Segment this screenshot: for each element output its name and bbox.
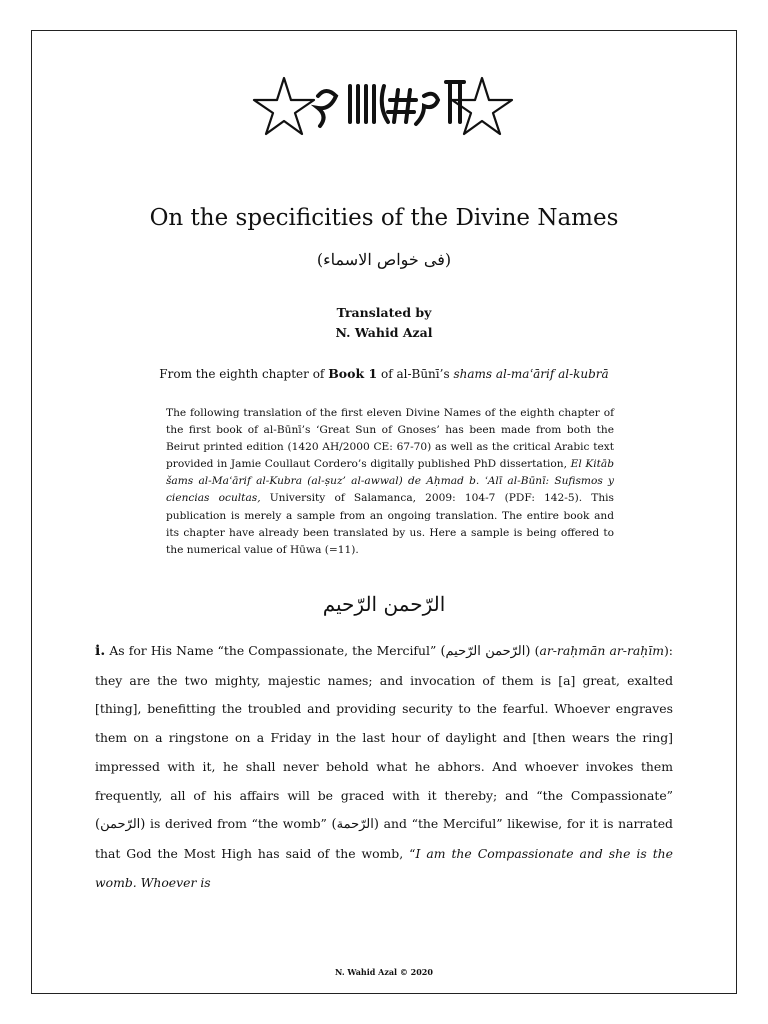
arabic-name-1: (الرّحمن الرّحيم) (440, 644, 531, 659)
intro-text-1: The following translation of the first eleven Divine Names of the eighth chapter of the first book of al-Būnī’s ‘Great Sun of Gnoses’ has been made from both the Beirut printed edition (1420 AH/2000 CE: 67-70) as well as the critical Arabic text provided in Jamie Coullaut Cordero’s digitally published PhD dissertation, (166, 407, 614, 471)
translated-by-label: Translated by (336, 305, 432, 320)
body-text-4: and “the Merciful” likewise, for it is narrated that God the Most High has said of the womb, “ (95, 816, 673, 861)
body-paragraph: i. As for His Name “the Compassionate, the Merciful” (الرّحمن الرّحيم) (ar-raḥmān ar-raḥīm): they are the two mighty, majestic names; and invocation of them is [a] great, exalted [thing], benefitting the troubled and providing security to the fearful. Whoever engraves them on a ringstone on a Friday in the last hour of daylight and [then wears the ring] impressed with it, he shall never behold what he abhors. And whoever invokes them frequently, all of his affairs will be graced with it thereby; and “the Compassionate” (الرّحمن) is derived from “the womb” (الرّحمة) and “the Merciful” likewise, for it is narrated that God the Most High has said of the womb, “I am the Compassionate and she is the womb. Whoever is (95, 643, 673, 890)
body-quote-italic: I am the Compassionate and she is the womb. Whoever is (95, 845, 673, 890)
star-left-icon (254, 78, 314, 134)
body-text-2: they are the two mighty, majestic names; and invocation of them is [a] great, exalted [thing], benefitting the troubled and providing security to the fearful. Whoever engraves them on a ringstone on a Friday in the last hour of daylight and [then wears the ring] impressed with it, he shall never behold what he abhors. And whoever invokes them frequently, all of his affairs will be graced with it thereby; and “the Compassionate” (95, 672, 673, 803)
body-text-3: is derived from “the womb” (150, 816, 327, 832)
footer-credit: N. Wahid Azal © 2020 (335, 967, 433, 977)
document-title: On the specificities of the Divine Names (149, 205, 619, 231)
source-prefix: From the eighth chapter of (159, 367, 325, 381)
arabic-name-3: (الرّحمة) (331, 817, 379, 833)
intro-text-2: University of Salamanca, 2009: 104-7 (PDF: 142-5). This publication is merely a sample from an ongoing translation. The entire book and its chapter have already been translated by us. Here a sample is being offered to the numerical value of Hūwa (=11). (166, 492, 614, 556)
source-book: Book 1 (328, 366, 378, 381)
seal-emblem (0, 76, 768, 136)
translation-credit (0, 303, 768, 343)
paragraph-number: i. (95, 643, 106, 659)
source-work: shams al-maʿārif al-kubrā (453, 367, 609, 381)
intro-citation: El Kitāb šams al-Maʿārif al-Kubra (al-ṣuz’ al-awwal) de Aḥmad b. ʿAlī al-Būnī: Sufismos y ciencias ocultas, (166, 458, 614, 505)
source-line (0, 366, 768, 381)
body-text-1: As for His Name “the Compassionate, the Merciful” (109, 643, 437, 658)
source-mid: of al-Būnī’s (380, 367, 450, 381)
seal-graphic (0, 76, 768, 136)
transliteration: ar-raḥmān ar-raḥīm (539, 643, 664, 658)
section-heading: الرّحمن الرّحيم (322, 592, 446, 616)
arabic-subtitle: (فى خواص الاسماء) (316, 250, 452, 269)
arabic-name-2: (الرّحمن) (95, 817, 146, 833)
intro-paragraph (166, 405, 614, 559)
translator-name: N. Wahid Azal (335, 325, 433, 340)
